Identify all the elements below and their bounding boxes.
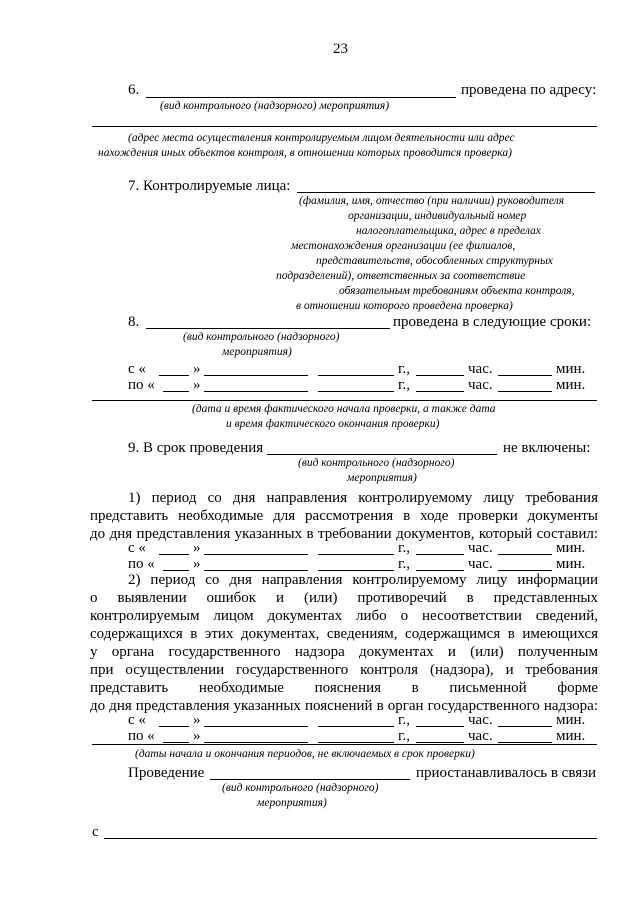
row-min-label: мин. — [556, 540, 586, 556]
row-hour-label: час. — [468, 556, 493, 572]
row-hour-line — [416, 375, 464, 376]
row-hour-label: час. — [468, 361, 493, 377]
paragraph-2-line-5: у органа государственного надзора документах и (или) полученным — [90, 644, 598, 660]
row-min-label: мин. — [556, 712, 586, 728]
row-day-line — [159, 554, 189, 555]
section-6-hint: (вид контрольного (надзорного) мероприятия) — [160, 100, 390, 112]
row-hour-line — [416, 554, 464, 555]
row-min-line — [498, 570, 552, 571]
section-6-address-hint-2: нахождения иных объектов контроля, в отношении которых проводится проверка) — [98, 147, 512, 159]
paragraph-1-line-1: 1) период со дня направления контролируемому лицу требования — [128, 490, 598, 506]
section-9-head: 9. В срок проведения — [128, 440, 264, 456]
row-hour-label: час. — [468, 728, 493, 744]
row-month-line — [204, 570, 308, 571]
row-year-label: г., — [398, 712, 410, 728]
paragraph-1-line-2: представить необходимые для рассмотрения в ходе проверки документы — [90, 508, 598, 524]
paragraph-1-line-3: до дня представления указанных в требовании документов, который составил: — [90, 526, 598, 542]
section-7-hint-6: подразделений), ответственных за соответствие — [276, 270, 526, 282]
row-to-label: по « — [128, 728, 155, 744]
row-month-line — [204, 375, 308, 376]
row-from-label: с « — [128, 540, 146, 556]
section-9-footer: (даты начала и окончания периодов, не включаемых в срок проверки) — [135, 748, 475, 760]
section-7-hint-2: организации, индивидуальный номер — [348, 210, 527, 222]
section-7-hint-7: обязательным требованиям объекта контроля, — [339, 285, 575, 297]
row-year-line — [318, 391, 394, 392]
paragraph-2-line-2: о выявлении ошибок и (или) противоречий в представленных — [90, 590, 598, 606]
row-hour-label: час. — [468, 540, 493, 556]
section-7-hint-5: представительств, обособленных структурных — [316, 255, 553, 267]
suspend-hint-2: мероприятия) — [257, 797, 327, 809]
row-hour-line — [416, 570, 464, 571]
section-6-fill-line — [146, 97, 456, 98]
section-9-hint-1: (вид контрольного (надзорного) — [298, 457, 455, 469]
section-6-number: 6. — [128, 82, 140, 98]
row-month-line — [204, 554, 308, 555]
row-min-label: мин. — [556, 361, 586, 377]
row-hour-line — [416, 742, 464, 743]
suspend-fill-line — [210, 779, 410, 780]
section-6-tail: проведена по адресу: — [461, 82, 597, 98]
row-min-line — [498, 742, 552, 743]
row-quote: » — [193, 728, 201, 744]
section-6-address-line — [92, 126, 597, 127]
row-from-label: с « — [128, 712, 146, 728]
row-min-label: мин. — [556, 728, 586, 744]
row-month-line — [204, 726, 308, 727]
section-8-footer-1: (дата и время фактического начала проверки, а также дата — [192, 403, 496, 415]
section-7-label: 7. Контролируемые лица: — [128, 178, 291, 194]
row-year-label: г., — [398, 728, 410, 744]
row-quote: » — [193, 712, 201, 728]
row-year-line — [318, 554, 394, 555]
row-min-line — [498, 554, 552, 555]
paragraph-2-line-8: до дня представления указанных пояснений в орган государственного надзора: — [90, 698, 598, 714]
row-min-label: мин. — [556, 377, 586, 393]
row-to-label: по « — [128, 377, 155, 393]
row-quote: » — [193, 361, 201, 377]
row-min-line — [498, 391, 552, 392]
row-day-line — [159, 726, 189, 727]
row-day-line — [163, 742, 189, 743]
row-year-label: г., — [398, 377, 410, 393]
row-year-label: г., — [398, 556, 410, 572]
section-9-hint-2: мероприятия) — [347, 472, 417, 484]
row-min-label: мин. — [556, 556, 586, 572]
section-8-footer-2: и время фактического окончания проверки) — [226, 418, 440, 430]
section-8-tail: проведена в следующие сроки: — [393, 314, 592, 330]
row-year-label: г., — [398, 540, 410, 556]
paragraph-2-line-6: при осуществлении государственного контроля (надзора), и требования — [90, 662, 598, 678]
row-month-line — [204, 742, 308, 743]
paragraph-2-line-4: содержащихся в этих документах, сведениям, содержащимся в имеющихся — [90, 626, 598, 642]
row-day-line — [159, 375, 189, 376]
section-6-address-hint-1: (адрес места осуществления контролируемым лицом деятельности или адрес — [128, 132, 515, 144]
row-min-line — [498, 726, 552, 727]
paragraph-2-line-7: представить необходимые пояснения в письменной форме — [90, 680, 598, 696]
row-hour-label: час. — [468, 712, 493, 728]
section-8-number: 8. — [128, 314, 140, 330]
last-fill-line — [104, 838, 597, 839]
row-day-line — [163, 391, 189, 392]
section-7-hint-8: в отношении которого проведена проверка) — [296, 300, 513, 312]
section-7-hint-1: (фамилия, имя, отчество (при наличии) руководителя — [299, 195, 564, 207]
page-number: 23 — [333, 41, 348, 57]
last-line-label: с — [92, 824, 99, 840]
section-8-footer-line — [92, 400, 597, 401]
suspend-label: Проведение — [128, 765, 205, 781]
row-year-line — [318, 742, 394, 743]
row-quote: » — [193, 377, 201, 393]
row-hour-label: час. — [468, 377, 493, 393]
row-min-line — [498, 375, 552, 376]
row-year-label: г., — [398, 361, 410, 377]
suspend-tail: приостанавливалось в связи — [416, 765, 597, 781]
section-9-footer-line — [92, 744, 597, 745]
row-hour-line — [416, 391, 464, 392]
row-hour-line — [416, 726, 464, 727]
section-8-hint-2: мероприятия) — [222, 346, 292, 358]
row-from-label: с « — [128, 361, 146, 377]
section-9-tail: не включены: — [503, 440, 591, 456]
suspend-hint-1: (вид контрольного (надзорного) — [222, 782, 379, 794]
row-year-line — [318, 375, 394, 376]
section-9-fill-line — [267, 454, 497, 455]
paragraph-2-line-3: контролируемым лицом документах либо о несоответствии сведений, — [90, 608, 598, 624]
row-quote: » — [193, 556, 201, 572]
row-year-line — [318, 726, 394, 727]
section-8-fill-line — [146, 328, 390, 329]
row-month-line — [204, 391, 308, 392]
row-to-label: по « — [128, 556, 155, 572]
section-7-hint-4: местонахождения организации (ее филиалов, — [291, 240, 516, 252]
section-7-hint-3: налогоплательщика, адрес в пределах — [356, 225, 541, 237]
section-8-hint-1: (вид контрольного (надзорного) — [183, 331, 340, 343]
section-7-fill-line — [297, 192, 595, 193]
row-year-line — [318, 570, 394, 571]
row-day-line — [163, 570, 189, 571]
paragraph-2-line-1: 2) период со дня направления контролируемому лицу информации — [128, 572, 598, 588]
row-quote: » — [193, 540, 201, 556]
